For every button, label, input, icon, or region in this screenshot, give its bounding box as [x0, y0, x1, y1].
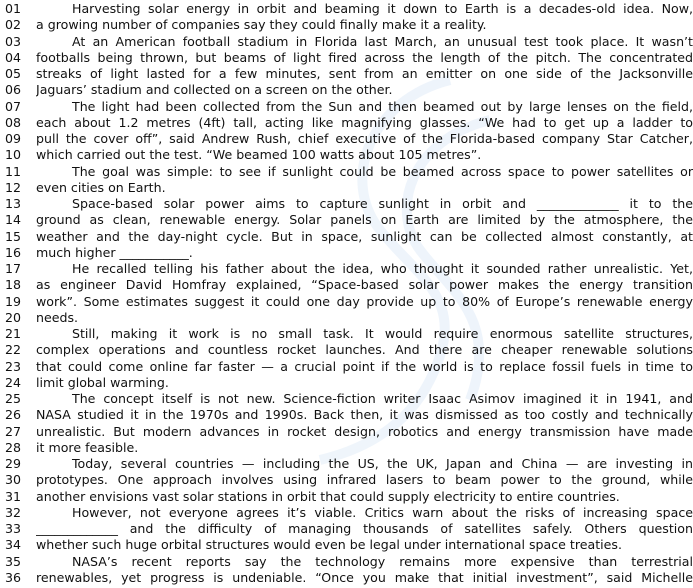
text-line [0, 375, 693, 391]
text-line [0, 1, 693, 17]
line-number: 05 [5, 66, 22, 81]
text-line [0, 82, 693, 98]
line-number: 29 [5, 456, 22, 471]
line-number: 06 [5, 82, 22, 98]
text-line [0, 326, 693, 342]
line-number: 03 [5, 33, 22, 49]
line-text: work”. Some estimates suggest it could one day provide up to 80% of Europe’s renewable energy [36, 293, 693, 309]
line-number: 18 [5, 277, 22, 293]
text-line [0, 537, 693, 553]
line-number: 24 [5, 374, 22, 390]
line-text: even cities on Earth. [36, 179, 166, 195]
line-number: 21 [5, 326, 22, 341]
line-text: weather and the day-night cycle. But in space, sunlight can be collected almost constantly, at [36, 228, 693, 244]
line-number: 09 [5, 131, 22, 146]
text-line [0, 342, 693, 358]
text-line [0, 212, 693, 228]
text-line [0, 456, 693, 472]
line-text: ground as clean, renewable energy. Solar panels on Earth are limited by the atmosphere, the [36, 212, 693, 228]
text-line [0, 489, 693, 505]
text-line [0, 17, 693, 33]
numbered-text-body [0, 1, 693, 586]
line-number: 20 [5, 309, 22, 325]
text-line [0, 261, 693, 277]
text-line [0, 570, 693, 586]
line-text: needs. [36, 309, 79, 325]
line-number: 32 [5, 504, 22, 520]
text-line [0, 521, 693, 537]
line-number: 16 [5, 244, 22, 260]
line-number: 31 [5, 488, 22, 504]
line-number: 25 [5, 391, 22, 406]
line-number: 33 [5, 521, 22, 536]
line-number: 01 [5, 1, 22, 16]
line-number: 11 [5, 163, 22, 179]
line-text: The goal was simple: to see if sunlight could be beamed across space to power satellites or [72, 163, 693, 179]
line-number: 35 [5, 553, 22, 569]
text-line [0, 407, 693, 423]
line-text: NASA studied it in the 1970s and 1990s. Back then, it was dismissed as too costly and technically [36, 407, 693, 423]
line-text: Jaguars’ stadium and collected on a screen on the other. [36, 82, 393, 98]
line-text: prototypes. One approach involves using infrared lasers to beam power to the ground, while [36, 472, 693, 488]
line-text: each about 1.2 metres (4ft) tall, acting like magnifying glasses. “We had to get up a ladder to [36, 114, 693, 130]
text-line [0, 472, 693, 488]
text-line [0, 115, 693, 131]
line-text: renewables, yet progress is undeniable. “Once you make that initial investment”, said Michelle [36, 569, 693, 585]
line-text: Harvesting solar energy in orbit and beaming it down to Earth is a decades-old idea. Now, [72, 1, 693, 16]
line-text: complex operations and countless rocket launches. And there are cheaper renewable solutions [36, 342, 693, 358]
line-number: 19 [5, 293, 22, 309]
text-line [0, 229, 693, 245]
line-text: The concept itself is not new. Science-fiction writer Isaac Asimov imagined it in 1941, and [72, 391, 693, 406]
line-text: much higher ___________. [36, 244, 193, 260]
line-number: 13 [5, 196, 22, 211]
text-line [0, 440, 693, 456]
line-text: as engineer David Homfray explained, “Space-based solar power makes the energy transition [36, 277, 693, 293]
text-line [0, 50, 693, 66]
line-text: _____________ and the difficulty of managing thousands of satellites safely. Others question [36, 521, 693, 536]
line-text: unrealistic. But modern advances in rocket design, robotics and energy transmission have made [36, 423, 693, 439]
text-line [0, 66, 693, 82]
line-text: pull the cover off”, said Andrew Rush, chief executive of the Florida-based company Star Catcher, [36, 131, 693, 146]
line-text: At an American football stadium in Florida last March, an unusual test took place. It wasn’t [72, 33, 693, 49]
line-text: footballs being thrown, but beams of light fired across the length of the pitch. The concentrated [36, 49, 693, 65]
line-text: The light had been collected from the Sun and then beamed out by large lenses on the field, [72, 98, 693, 114]
text-line [0, 164, 693, 180]
line-number: 14 [5, 212, 22, 228]
text-line [0, 196, 693, 212]
line-text: He recalled telling his father about the idea, who thought it sounded rather unrealistic. Yet, [72, 261, 693, 276]
line-text: limit global warming. [36, 374, 169, 390]
line-number: 28 [5, 439, 22, 455]
text-line [0, 310, 693, 326]
line-number: 30 [5, 472, 22, 488]
line-text: it more feasible. [36, 439, 139, 455]
line-number: 07 [5, 98, 22, 114]
line-number: 04 [5, 49, 22, 65]
line-number: 02 [5, 17, 22, 33]
text-line [0, 131, 693, 147]
line-text: whether such huge orbital structures would even be legal under international space treaties. [36, 537, 622, 553]
line-text: which carried out the test. “We beamed 100 watts about 105 metres”. [36, 147, 482, 163]
text-line [0, 99, 693, 115]
line-number: 34 [5, 537, 22, 553]
line-text: that could come online far faster — a crucial point if the world is to replace fossil fuels in time to [36, 358, 693, 374]
line-text: Today, several countries — including the US, the UK, Japan and China — are investing in [72, 456, 693, 471]
line-number: 23 [5, 358, 22, 374]
line-number: 10 [5, 147, 22, 163]
line-number: 08 [5, 114, 22, 130]
text-line [0, 245, 693, 261]
line-number: 26 [5, 407, 22, 423]
line-number: 12 [5, 179, 22, 195]
line-number: 27 [5, 423, 22, 439]
line-number: 22 [5, 342, 22, 358]
text-line [0, 505, 693, 521]
text-line [0, 147, 693, 163]
text-line [0, 34, 693, 50]
text-line [0, 359, 693, 375]
line-number: 17 [5, 261, 22, 276]
line-text: Space-based solar power aims to capture sunlight in orbit and _____________ it to the [72, 196, 693, 211]
text-line [0, 424, 693, 440]
text-line [0, 277, 693, 293]
line-number: 15 [5, 228, 22, 244]
text-line [0, 554, 693, 570]
line-text: a growing number of companies say they could finally make it a reality. [36, 17, 487, 33]
line-text: another envisions vast solar stations in orbit that could supply electricity to entire countries. [36, 488, 620, 504]
line-number: 36 [5, 569, 22, 585]
line-text: However, not everyone agrees it’s viable. Critics warn about the risks of increasing space [72, 504, 693, 520]
line-text: Still, making it work is no small task. It would require enormous satellite structures, [72, 326, 693, 341]
text-line [0, 294, 693, 310]
line-text: NASA’s recent reports say the technology remains more expensive than terrestrial [72, 553, 693, 569]
line-text: streaks of light lasted for a few minutes, sent from an emitter on one side of the Jacksonville [36, 66, 693, 81]
text-line [0, 180, 693, 196]
text-line [0, 391, 693, 407]
